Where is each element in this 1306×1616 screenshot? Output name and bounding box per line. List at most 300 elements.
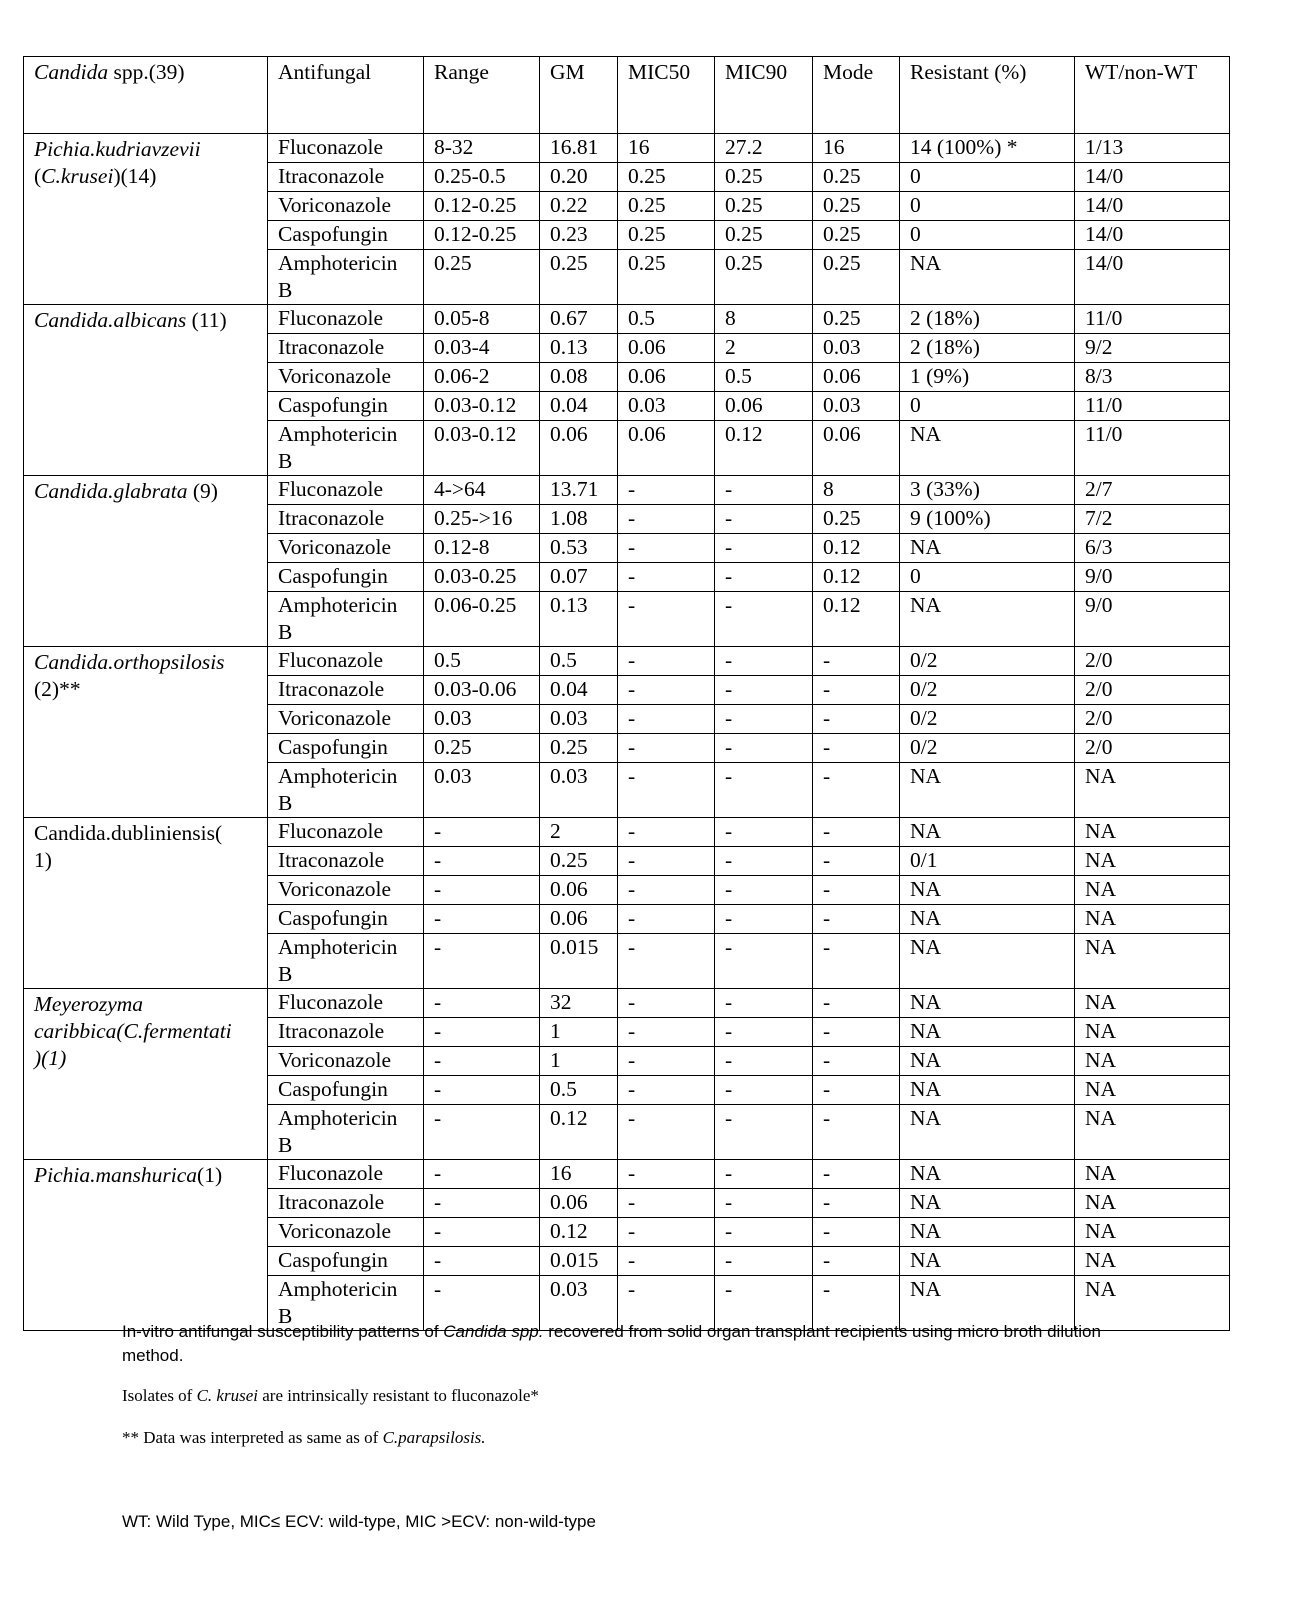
wt-cell: 14/0 (1075, 221, 1230, 250)
resistant-cell: NA (900, 1247, 1075, 1276)
wt-cell: 14/0 (1075, 250, 1230, 305)
gm-cell: 0.5 (540, 647, 618, 676)
mic50-cell: - (618, 1189, 715, 1218)
resistant-cell: NA (900, 1105, 1075, 1160)
table-row (24, 476, 1230, 505)
range-cell: 0.05-8 (424, 305, 540, 334)
gm-cell: 0.06 (540, 905, 618, 934)
mode-cell: 0.03 (813, 392, 900, 421)
resistant-cell: 0/2 (900, 676, 1075, 705)
mode-cell: - (813, 847, 900, 876)
antifungal-cell: Caspofungin (268, 1247, 424, 1276)
mode-cell: - (813, 1276, 900, 1331)
species-cell: Candida.albicans (11) (24, 305, 268, 476)
mode-cell: 0.12 (813, 592, 900, 647)
mic50-cell: - (618, 989, 715, 1018)
gm-cell: 0.06 (540, 1189, 618, 1218)
range-cell: 0.12-8 (424, 534, 540, 563)
antifungal-cell: Voriconazole (268, 363, 424, 392)
mic50-cell: 0.25 (618, 192, 715, 221)
header-wt: WT/non-WT (1075, 57, 1230, 134)
mic50-cell: - (618, 563, 715, 592)
antifungal-cell: Itraconazole (268, 676, 424, 705)
range-cell: - (424, 989, 540, 1018)
range-cell: 0.25 (424, 734, 540, 763)
wt-cell: 14/0 (1075, 192, 1230, 221)
mic50-cell: - (618, 705, 715, 734)
note-krusei: Isolates of C. krusei are intrinsically resistant to fluconazole* (122, 1386, 539, 1405)
antifungal-cell: Itraconazole (268, 1018, 424, 1047)
mode-cell: - (813, 934, 900, 989)
antifungal-cell: Voriconazole (268, 1218, 424, 1247)
antifungal-cell: Fluconazole (268, 818, 424, 847)
gm-cell: 0.04 (540, 676, 618, 705)
header-species: Candida spp.(39) (24, 57, 268, 134)
mic90-cell: - (715, 1218, 813, 1247)
antifungal-cell: Itraconazole (268, 1189, 424, 1218)
resistant-cell: 0 (900, 563, 1075, 592)
wt-cell: NA (1075, 1076, 1230, 1105)
antifungal-cell: Voriconazole (268, 876, 424, 905)
wt-cell: 7/2 (1075, 505, 1230, 534)
mic90-cell: 0.06 (715, 392, 813, 421)
wt-cell: NA (1075, 1189, 1230, 1218)
range-cell: - (424, 1018, 540, 1047)
mic90-cell: - (715, 934, 813, 989)
table-row (24, 1160, 1230, 1189)
mode-cell: - (813, 734, 900, 763)
antifungal-cell: Amphotericin B (268, 1105, 424, 1160)
wt-cell: 9/0 (1075, 592, 1230, 647)
wt-cell: 11/0 (1075, 421, 1230, 476)
species-cell: Meyerozyma caribbica(C.fermentati )(1) (24, 989, 268, 1160)
range-cell: 0.03 (424, 763, 540, 818)
wt-cell: 8/3 (1075, 363, 1230, 392)
mode-cell: 0.06 (813, 421, 900, 476)
footer-note: WT: Wild Type, MIC≤ ECV: wild-type, MIC >ECV: non-wild-type (122, 1512, 596, 1531)
wt-cell: 11/0 (1075, 305, 1230, 334)
mic90-cell: - (715, 818, 813, 847)
gm-cell: 0.23 (540, 221, 618, 250)
resistant-cell: 3 (33%) (900, 476, 1075, 505)
mic90-cell: 0.25 (715, 250, 813, 305)
range-cell: 0.03-0.12 (424, 421, 540, 476)
antifungal-cell: Caspofungin (268, 905, 424, 934)
mic90-cell: - (715, 989, 813, 1018)
range-cell: - (424, 1189, 540, 1218)
mic90-cell: - (715, 1189, 813, 1218)
table-row (24, 305, 1230, 334)
gm-cell: 0.20 (540, 163, 618, 192)
antifungal-cell: Amphotericin B (268, 250, 424, 305)
antifungal-cell: Caspofungin (268, 221, 424, 250)
mode-cell: 0.12 (813, 534, 900, 563)
mic50-cell: - (618, 818, 715, 847)
resistant-cell: 2 (18%) (900, 305, 1075, 334)
range-cell: 0.06-2 (424, 363, 540, 392)
resistant-cell: NA (900, 534, 1075, 563)
resistant-cell: NA (900, 818, 1075, 847)
mic90-cell: - (715, 1247, 813, 1276)
mic90-cell: 2 (715, 334, 813, 363)
mic50-cell: - (618, 1218, 715, 1247)
mic90-cell: 0.25 (715, 221, 813, 250)
range-cell: - (424, 1105, 540, 1160)
range-cell: 0.03 (424, 705, 540, 734)
header-mode: Mode (813, 57, 900, 134)
mic90-cell: 27.2 (715, 134, 813, 163)
gm-cell: 0.25 (540, 734, 618, 763)
mode-cell: 0.12 (813, 563, 900, 592)
mode-cell: - (813, 1076, 900, 1105)
mic90-cell: - (715, 1047, 813, 1076)
resistant-cell: NA (900, 250, 1075, 305)
antifungal-cell: Itraconazole (268, 163, 424, 192)
mode-cell: - (813, 1218, 900, 1247)
header-antifungal: Antifungal (268, 57, 424, 134)
resistant-cell: 0/2 (900, 647, 1075, 676)
mode-cell: 0.25 (813, 305, 900, 334)
antifungal-cell: Caspofungin (268, 1076, 424, 1105)
mic90-cell: - (715, 676, 813, 705)
header-row (24, 57, 1230, 134)
mic50-cell: - (618, 847, 715, 876)
mic50-cell: - (618, 905, 715, 934)
resistant-cell: NA (900, 876, 1075, 905)
mic50-cell: 0.25 (618, 163, 715, 192)
mic50-cell: 0.5 (618, 305, 715, 334)
wt-cell: NA (1075, 1105, 1230, 1160)
mode-cell: - (813, 1018, 900, 1047)
antifungal-cell: Fluconazole (268, 305, 424, 334)
mic90-cell: - (715, 563, 813, 592)
mic50-cell: - (618, 934, 715, 989)
mic90-cell: 8 (715, 305, 813, 334)
mic50-cell: - (618, 1047, 715, 1076)
resistant-cell: NA (900, 1218, 1075, 1247)
resistant-cell: NA (900, 1160, 1075, 1189)
wt-cell: NA (1075, 1218, 1230, 1247)
mic50-cell: 0.06 (618, 363, 715, 392)
mic90-cell: - (715, 705, 813, 734)
resistant-cell: NA (900, 1047, 1075, 1076)
mic50-cell: - (618, 647, 715, 676)
range-cell: - (424, 876, 540, 905)
mode-cell: 0.03 (813, 334, 900, 363)
wt-cell: 9/2 (1075, 334, 1230, 363)
range-cell: 0.12-0.25 (424, 221, 540, 250)
resistant-cell: NA (900, 934, 1075, 989)
range-cell: - (424, 847, 540, 876)
header-gm: GM (540, 57, 618, 134)
wt-cell: 11/0 (1075, 392, 1230, 421)
gm-cell: 0.015 (540, 1247, 618, 1276)
gm-cell: 0.13 (540, 592, 618, 647)
resistant-cell: 0 (900, 221, 1075, 250)
mode-cell: - (813, 763, 900, 818)
mic50-cell: 0.06 (618, 334, 715, 363)
range-cell: 0.25-0.5 (424, 163, 540, 192)
mic90-cell: - (715, 1076, 813, 1105)
mode-cell: 8 (813, 476, 900, 505)
mic90-cell: - (715, 1105, 813, 1160)
antifungal-cell: Voriconazole (268, 534, 424, 563)
mic50-cell: 0.06 (618, 421, 715, 476)
mic50-cell: - (618, 505, 715, 534)
gm-cell: 1 (540, 1047, 618, 1076)
wt-cell: NA (1075, 1018, 1230, 1047)
wt-cell: NA (1075, 763, 1230, 818)
mic50-cell: 16 (618, 134, 715, 163)
wt-cell: 2/0 (1075, 676, 1230, 705)
antifungal-cell: Caspofungin (268, 734, 424, 763)
mode-cell: - (813, 676, 900, 705)
mic90-cell: 0.5 (715, 363, 813, 392)
mic50-cell: - (618, 534, 715, 563)
range-cell: 0.25 (424, 250, 540, 305)
mic50-cell: - (618, 1076, 715, 1105)
mic90-cell: 0.25 (715, 163, 813, 192)
table-row (24, 989, 1230, 1018)
mic50-cell: 0.03 (618, 392, 715, 421)
mic90-cell: - (715, 1018, 813, 1047)
resistant-cell: 1 (9%) (900, 363, 1075, 392)
resistant-cell: NA (900, 905, 1075, 934)
table-row (24, 134, 1230, 163)
mode-cell: - (813, 876, 900, 905)
wt-cell: NA (1075, 1247, 1230, 1276)
wt-cell: 14/0 (1075, 163, 1230, 192)
mic50-cell: - (618, 876, 715, 905)
mic50-cell: - (618, 1247, 715, 1276)
gm-cell: 0.5 (540, 1076, 618, 1105)
wt-cell: 2/0 (1075, 734, 1230, 763)
mode-cell: - (813, 1247, 900, 1276)
antifungal-cell: Amphotericin B (268, 763, 424, 818)
gm-cell: 1.08 (540, 505, 618, 534)
table-row (24, 647, 1230, 676)
table-body (24, 134, 1230, 1331)
species-cell: Pichia.kudriavzevii (C.krusei)(14) (24, 134, 268, 305)
mic90-cell: - (715, 1160, 813, 1189)
species-cell: Candida.glabrata (9) (24, 476, 268, 647)
antifungal-cell: Fluconazole (268, 989, 424, 1018)
wt-cell: 2/0 (1075, 705, 1230, 734)
species-cell: Candida.dubliniensis( 1) (24, 818, 268, 989)
mic90-cell: - (715, 847, 813, 876)
gm-cell: 0.53 (540, 534, 618, 563)
gm-cell: 32 (540, 989, 618, 1018)
gm-cell: 0.04 (540, 392, 618, 421)
range-cell: 0.03-0.25 (424, 563, 540, 592)
wt-cell: NA (1075, 1276, 1230, 1331)
header-mic50: MIC50 (618, 57, 715, 134)
antifungal-cell: Amphotericin B (268, 1276, 424, 1331)
susceptibility-table (23, 56, 1230, 1331)
antifungal-cell: Voriconazole (268, 705, 424, 734)
wt-cell: NA (1075, 847, 1230, 876)
mode-cell: 16 (813, 134, 900, 163)
gm-cell: 0.03 (540, 763, 618, 818)
antifungal-cell: Fluconazole (268, 134, 424, 163)
range-cell: 0.06-0.25 (424, 592, 540, 647)
mic90-cell: - (715, 905, 813, 934)
mic50-cell: 0.25 (618, 250, 715, 305)
resistant-cell: 14 (100%) * (900, 134, 1075, 163)
resistant-cell: 2 (18%) (900, 334, 1075, 363)
wt-cell: NA (1075, 989, 1230, 1018)
gm-cell: 0.06 (540, 421, 618, 476)
antifungal-cell: Voriconazole (268, 192, 424, 221)
gm-cell: 16 (540, 1160, 618, 1189)
range-cell: 4->64 (424, 476, 540, 505)
resistant-cell: 9 (100%) (900, 505, 1075, 534)
resistant-cell: NA (900, 592, 1075, 647)
antifungal-cell: Voriconazole (268, 1047, 424, 1076)
mode-cell: - (813, 818, 900, 847)
gm-cell: 0.03 (540, 705, 618, 734)
wt-cell: 9/0 (1075, 563, 1230, 592)
table-row (24, 818, 1230, 847)
mode-cell: - (813, 705, 900, 734)
gm-cell: 0.25 (540, 250, 618, 305)
wt-cell: 6/3 (1075, 534, 1230, 563)
range-cell: 0.12-0.25 (424, 192, 540, 221)
mode-cell: - (813, 1189, 900, 1218)
resistant-cell: NA (900, 1276, 1075, 1331)
resistant-cell: NA (900, 1076, 1075, 1105)
mode-cell: - (813, 647, 900, 676)
resistant-cell: NA (900, 1189, 1075, 1218)
wt-cell: NA (1075, 905, 1230, 934)
gm-cell: 16.81 (540, 134, 618, 163)
antifungal-cell: Caspofungin (268, 392, 424, 421)
antifungal-cell: Itraconazole (268, 505, 424, 534)
mic50-cell: - (618, 476, 715, 505)
mic90-cell: - (715, 734, 813, 763)
gm-cell: 0.22 (540, 192, 618, 221)
antifungal-cell: Amphotericin B (268, 592, 424, 647)
wt-cell: 2/7 (1075, 476, 1230, 505)
mic50-cell: - (618, 734, 715, 763)
resistant-cell: 0/2 (900, 705, 1075, 734)
wt-cell: NA (1075, 934, 1230, 989)
gm-cell: 0.12 (540, 1105, 618, 1160)
resistant-cell: NA (900, 989, 1075, 1018)
gm-cell: 0.07 (540, 563, 618, 592)
range-cell: - (424, 1247, 540, 1276)
mode-cell: - (813, 989, 900, 1018)
mic90-cell: 0.25 (715, 192, 813, 221)
range-cell: - (424, 934, 540, 989)
range-cell: 0.5 (424, 647, 540, 676)
antifungal-cell: Fluconazole (268, 1160, 424, 1189)
species-cell: Pichia.manshurica(1) (24, 1160, 268, 1331)
range-cell: 8-32 (424, 134, 540, 163)
range-cell: 0.03-4 (424, 334, 540, 363)
resistant-cell: NA (900, 1018, 1075, 1047)
range-cell: - (424, 1160, 540, 1189)
mic90-cell: - (715, 505, 813, 534)
mode-cell: 0.25 (813, 505, 900, 534)
resistant-cell: 0/1 (900, 847, 1075, 876)
mic50-cell: - (618, 676, 715, 705)
resistant-cell: 0/2 (900, 734, 1075, 763)
mic90-cell: - (715, 647, 813, 676)
resistant-cell: NA (900, 763, 1075, 818)
gm-cell: 0.13 (540, 334, 618, 363)
range-cell: 0.03-0.12 (424, 392, 540, 421)
antifungal-cell: Itraconazole (268, 334, 424, 363)
mode-cell: - (813, 1105, 900, 1160)
mode-cell: 0.25 (813, 250, 900, 305)
mic90-cell: - (715, 876, 813, 905)
resistant-cell: 0 (900, 192, 1075, 221)
mic50-cell: - (618, 1276, 715, 1331)
range-cell: - (424, 1076, 540, 1105)
antifungal-cell: Amphotericin B (268, 421, 424, 476)
mic90-cell: - (715, 763, 813, 818)
mode-cell: - (813, 1047, 900, 1076)
gm-cell: 0.25 (540, 847, 618, 876)
mode-cell: 0.25 (813, 192, 900, 221)
wt-cell: NA (1075, 818, 1230, 847)
mic90-cell: - (715, 534, 813, 563)
wt-cell: NA (1075, 1160, 1230, 1189)
mic90-cell: - (715, 476, 813, 505)
gm-cell: 2 (540, 818, 618, 847)
mic90-cell: - (715, 1276, 813, 1331)
gm-cell: 0.67 (540, 305, 618, 334)
species-cell: Candida.orthopsilosis (2)** (24, 647, 268, 818)
wt-cell: NA (1075, 1047, 1230, 1076)
gm-cell: 0.015 (540, 934, 618, 989)
gm-cell: 0.06 (540, 876, 618, 905)
range-cell: - (424, 905, 540, 934)
mode-cell: 0.25 (813, 221, 900, 250)
antifungal-cell: Fluconazole (268, 476, 424, 505)
antifungal-cell: Amphotericin B (268, 934, 424, 989)
wt-cell: 1/13 (1075, 134, 1230, 163)
wt-cell: NA (1075, 876, 1230, 905)
mic90-cell: 0.12 (715, 421, 813, 476)
header-mic90: MIC90 (715, 57, 813, 134)
gm-cell: 13.71 (540, 476, 618, 505)
wt-cell: 2/0 (1075, 647, 1230, 676)
antifungal-cell: Itraconazole (268, 847, 424, 876)
header-range: Range (424, 57, 540, 134)
resistant-cell: NA (900, 421, 1075, 476)
mic50-cell: - (618, 1160, 715, 1189)
range-cell: - (424, 818, 540, 847)
gm-cell: 0.12 (540, 1218, 618, 1247)
antifungal-cell: Caspofungin (268, 563, 424, 592)
mode-cell: - (813, 1160, 900, 1189)
mic90-cell: - (715, 592, 813, 647)
resistant-cell: 0 (900, 163, 1075, 192)
mic50-cell: 0.25 (618, 221, 715, 250)
mic50-cell: - (618, 1105, 715, 1160)
mic50-cell: - (618, 592, 715, 647)
range-cell: - (424, 1047, 540, 1076)
mic50-cell: - (618, 763, 715, 818)
table-caption: In-vitro antifungal susceptibility patterns of Candida spp. recovered from solid organ transplant recipients using micro broth dilution method. (122, 1322, 1101, 1365)
range-cell: 0.25->16 (424, 505, 540, 534)
antifungal-cell: Fluconazole (268, 647, 424, 676)
gm-cell: 0.03 (540, 1276, 618, 1331)
range-cell: - (424, 1276, 540, 1331)
mode-cell: - (813, 905, 900, 934)
